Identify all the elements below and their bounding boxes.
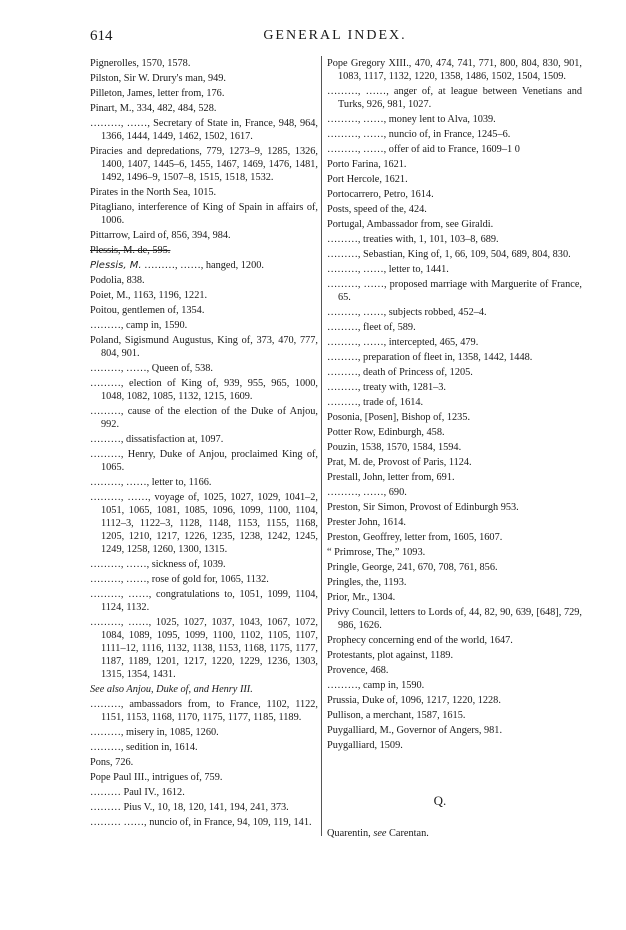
index-entry: Pringle, George, 241, 670, 708, 761, 856.: [327, 562, 498, 573]
page-number: 614: [90, 28, 113, 44]
index-entry: Pilston, Sir W. Drury's man, 949.: [90, 73, 227, 84]
index-entry: Pringles, the, 1193.: [327, 577, 407, 588]
index-entry: ………, camp in, 1590.: [327, 680, 425, 691]
index-entry: Prior, Mr., 1304.: [327, 592, 396, 603]
index-entry-struck: Plessis, M. de, 595.: [90, 245, 171, 256]
index-entry: ………, ……, 690.: [327, 487, 407, 498]
see-reference: see: [373, 828, 387, 839]
index-entry: Provence, 468.: [327, 665, 389, 676]
index-entry: Prester John, 1614.: [327, 517, 406, 528]
index-entry: Portugal, Ambassador from, see Giraldi.: [327, 219, 494, 230]
index-entry: Prat, M. de, Provost of Paris, 1124.: [327, 457, 472, 468]
index-entry: Poiet, M., 1163, 1196, 1221.: [90, 290, 208, 301]
index-entry: Preston, Geoffrey, letter from, 1605, 1607.: [327, 532, 503, 543]
index-entry: ………, ……, offer of aid to France, 1609–1 0: [327, 144, 520, 155]
index-entry: ………, fleet of, 589.: [327, 322, 416, 333]
index-entry: ……… Pius V., 10, 18, 120, 141, 194, 241, 373.: [90, 802, 289, 813]
index-entry: ………, Sebastian, King of, 1, 66, 109, 504, 689, 804, 830.: [327, 249, 571, 260]
index-entry: Pirates in the North Sea, 1015.: [90, 187, 217, 198]
see-also-reference: See also Anjou, Duke of, and Henry III.: [90, 684, 253, 695]
index-entry: Podolia, 838.: [90, 275, 145, 286]
index-entry: Prophecy concerning end of the world, 1647.: [327, 635, 513, 646]
index-entry: ………, election of King of, 939, 955, 965, 1000, 1048, 1082, 1085, 1132, 1215, 1609.: [90, 378, 318, 402]
index-entry: ………, ……, anger of, at league between Venetians and Turks, 926, 981, 1027.: [327, 86, 582, 110]
entry-target: Carentan.: [386, 828, 429, 839]
column-divider: [321, 56, 322, 836]
index-entry: ………, ……, nuncio of, in France, 1245–6.: [327, 129, 511, 140]
index-entry: Pons, 726.: [90, 757, 134, 768]
index-entry: Pittarrow, Laird of, 856, 394, 984.: [90, 230, 231, 241]
right-column: [327, 57, 582, 754]
index-entry: ………, ……, congratulations to, 1051, 1099, 1104, 1124, 1132.: [90, 589, 318, 613]
index-entry: Prestall, John, letter from, 691.: [327, 472, 455, 483]
index-entry-text: ………, ……, hanged, 1200.: [144, 260, 264, 271]
index-entry-annotated: [90, 259, 318, 272]
index-entry: Porto Farina, 1621.: [327, 159, 407, 170]
index-entry: Pouzin, 1538, 1570, 1584, 1594.: [327, 442, 462, 453]
index-entry: Pope Paul III., intrigues of, 759.: [90, 772, 223, 783]
index-entry: Pinart, M., 334, 482, 484, 528.: [90, 103, 217, 114]
index-entry: ……… ……, nuncio of, in France, 94, 109, 119, 141.: [90, 817, 312, 828]
index-entry: Pullison, a merchant, 1587, 1615.: [327, 710, 466, 721]
index-entry: ………, ……, money lent to Alva, 1039.: [327, 114, 496, 125]
index-entry: ………, sedition in, 1614.: [90, 742, 198, 753]
index-entry: Portocarrero, Petro, 1614.: [327, 189, 434, 200]
index-entry: Poitou, gentlemen of, 1354.: [90, 305, 205, 316]
index-entry: Prussia, Duke of, 1096, 1217, 1220, 1228.: [327, 695, 501, 706]
running-title: GENERAL INDEX.: [263, 28, 407, 43]
index-entry: Pitagliano, interference of King of Spain in affairs of, 1006.: [90, 202, 318, 226]
index-entry: Preston, Sir Simon, Provost of Edinburgh 953.: [327, 502, 519, 513]
index-entry: ………, ……, Queen of, 538.: [90, 363, 213, 374]
handwritten-annotation: Plessis, M.: [90, 260, 142, 271]
index-entry: ………, treaty with, 1281–3.: [327, 382, 446, 393]
index-entry: ………, misery in, 1085, 1260.: [90, 727, 219, 738]
index-entry: Pilleton, James, letter from, 176.: [90, 88, 225, 99]
index-entry: ………, ……, subjects robbed, 452–4.: [327, 307, 487, 318]
index-entry: ………, trade of, 1614.: [327, 397, 424, 408]
index-entry: ………, ……, rose of gold for, 1065, 1132.: [90, 574, 269, 585]
index-entry: ………, preparation of fleet in, 1358, 1442, 1448.: [327, 352, 533, 363]
index-entry: Pignerolles, 1570, 1578.: [90, 58, 191, 69]
index-entry: ………, ambassadors from, to France, 1102, 1122, 1151, 1153, 1168, 1170, 1175, 1177, 1185, 1189.: [90, 699, 318, 723]
index-entry: ………, ……, 1025, 1027, 1037, 1043, 1067, 1072, 1084, 1089, 1095, 1099, 1100, 1102, 1105, 1107, 1111–12, 1116, 1132, 1138, 1153, 1168, 1175, 1177, 1187, 1189, 1201, 1217, 1220, 1229, 1236, 1303, 1315, 1354, 1431.: [90, 617, 318, 680]
index-entry: ………, ……, intercepted, 465, 479.: [327, 337, 479, 348]
index-entry: Poland, Sigismund Augustus, King of, 373, 470, 777, 804, 901.: [90, 335, 318, 359]
index-entry: ………, death of Princess of, 1205.: [327, 367, 473, 378]
index-entry: ………, ……, letter to, 1441.: [327, 264, 449, 275]
index-entry: Posts, speed of the, 424.: [327, 204, 427, 215]
index-entry: ………, dissatisfaction at, 1097.: [90, 434, 224, 445]
page-header: [90, 28, 580, 48]
index-entry: Potter Row, Edinburgh, 458.: [327, 427, 445, 438]
index-entry: ………, Henry, Duke of Anjou, proclaimed King of, 1065.: [90, 449, 318, 473]
index-entry: Puygalliard, 1509.: [327, 740, 403, 751]
index-entry: Puygalliard, M., Governor of Angers, 981.: [327, 725, 503, 736]
index-entry: ………, ……, sickness of, 1039.: [90, 559, 226, 570]
index-entry: ………, cause of the election of the Duke of Anjou, 992.: [90, 406, 318, 430]
index-entry: ………, treaties with, 1, 101, 103–8, 689.: [327, 234, 499, 245]
index-entry: ……… Paul IV., 1612.: [90, 787, 185, 798]
index-entry: Privy Council, letters to Lords of, 44, 82, 90, 639, [648], 729, 986, 1626.: [327, 607, 582, 631]
index-entry: Posonia, [Posen], Bishop of, 1235.: [327, 412, 471, 423]
index-entry: Piracies and depredations, 779, 1273–9, 1285, 1326, 1400, 1407, 1445–6, 1455, 1467, 1469, 1476, 1481, 1492, 1496–9, 1507–8, 1515, 1518, 1532.: [90, 146, 318, 183]
index-entry: Pope Gregory XIII., 470, 474, 741, 771, 800, 804, 830, 901, 1083, 1117, 1132, 1220, 1358, 1486, 1502, 1504, 1509.: [327, 58, 582, 82]
entry-head: Quarentin,: [327, 828, 374, 839]
index-entry: Protestants, plot against, 1189.: [327, 650, 454, 661]
index-entry: ………, ……, voyage of, 1025, 1027, 1029, 1041–2, 1051, 1065, 1081, 1085, 1096, 1099, 1100, 1104, 1112–3, 1122–3, 1128, 1148, 1153, 1155, 1168, 1205, 1210, 1217, 1226, 1235, 1238, 1242, 1245, 1249, 1258, 1260, 1300, 1315.: [90, 492, 318, 555]
index-entry: [327, 827, 582, 840]
index-entry: Port Hercole, 1621.: [327, 174, 408, 185]
index-entry: ………, ……, Secretary of State in, France, 948, 964, 1366, 1444, 1449, 1462, 1502, 1617.: [90, 118, 318, 142]
index-entry: ………, camp in, 1590.: [90, 320, 188, 331]
index-entry: ………, ……, proposed marriage with Marguerite of France, 65.: [327, 279, 582, 303]
index-entry: “ Primrose, The,” 1093.: [327, 547, 426, 558]
index-entry: ………, ……, letter to, 1166.: [90, 477, 212, 488]
section-letter-heading: Q.: [433, 793, 447, 808]
left-column: [90, 57, 318, 831]
